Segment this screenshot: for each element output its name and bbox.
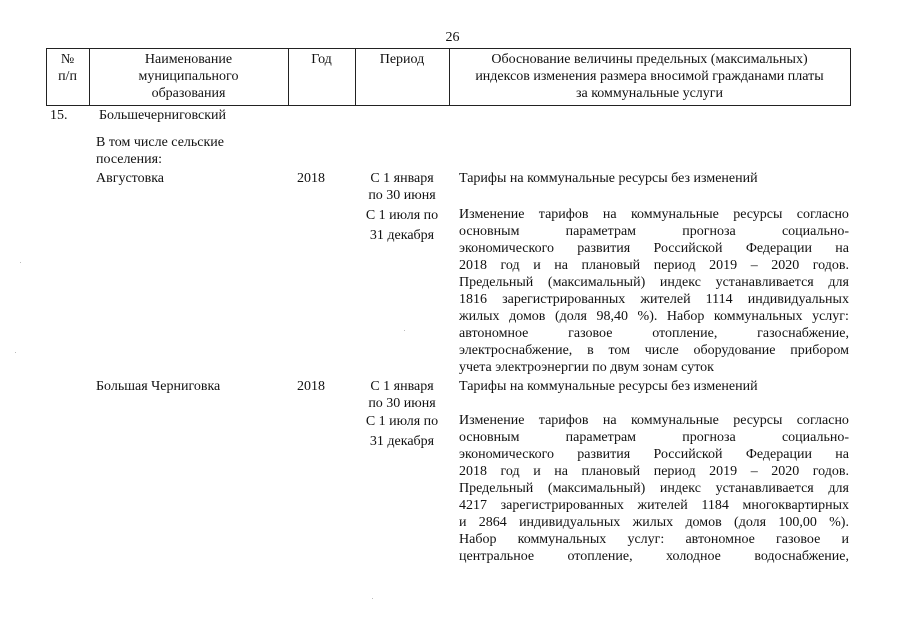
- basis-word: –: [750, 464, 758, 479]
- basis-change-paragraph: [459, 412, 849, 565]
- basis-line: [459, 514, 849, 531]
- basis-word: холодное: [666, 549, 721, 564]
- period-first-half-line2: по 30 июня: [368, 188, 436, 203]
- basis-word: на: [554, 258, 568, 273]
- settlement-name: Августовка: [96, 171, 165, 186]
- basis-word: многоквартирных: [742, 498, 849, 513]
- basis-word: коммунальных: [713, 309, 803, 324]
- header-municipality-line2: муниципального: [138, 69, 239, 84]
- basis-word: на: [602, 413, 617, 428]
- basis-line: [459, 548, 849, 565]
- basis-word: оборудование: [693, 343, 776, 358]
- basis-word: для: [828, 275, 849, 290]
- basis-word: индивидуальных: [747, 292, 849, 307]
- period-second-half: [355, 206, 449, 246]
- header-basis-line1: Обоснование величины предельных (максимальных): [491, 52, 808, 67]
- basis-word: %).: [829, 515, 849, 530]
- basis-word: и: [533, 258, 541, 273]
- basis-word: (максимальный): [547, 481, 646, 496]
- basis-word: услуг:: [812, 309, 849, 324]
- basis-word: отопление,: [652, 326, 718, 341]
- scan-speck: [20, 262, 21, 263]
- basis-word: социально-: [781, 430, 849, 445]
- period-second-half: [355, 412, 449, 452]
- basis-word: Набор: [459, 532, 497, 547]
- basis-word: в: [587, 343, 594, 358]
- row-number: 15.: [50, 108, 68, 123]
- basis-line: [459, 531, 849, 548]
- subheading-line2: поселения:: [96, 152, 162, 167]
- basis-word: жилых: [632, 515, 674, 530]
- basis-word: тарифов: [538, 207, 589, 222]
- basis-word: основным: [459, 224, 520, 239]
- basis-word: годов.: [812, 258, 849, 273]
- basis-word: экономического: [459, 447, 554, 462]
- basis-word: 1816: [459, 292, 487, 307]
- basis-word: параметрам: [565, 430, 637, 445]
- basis-word: (доля: [554, 309, 587, 324]
- basis-word: домов: [509, 309, 546, 324]
- basis-word: период: [653, 258, 696, 273]
- period-first-half: [355, 170, 449, 204]
- period-first-half: [355, 378, 449, 412]
- basis-line-text: учета электроэнергии по двум зонам суток: [459, 360, 714, 375]
- basis-line: [459, 446, 849, 463]
- basis-word: 1114: [705, 292, 733, 307]
- basis-word: 1184: [701, 498, 729, 513]
- basis-word: устанавливается: [715, 481, 814, 496]
- basis-line: [459, 240, 849, 257]
- basis-word: газовое: [568, 326, 613, 341]
- basis-line: [459, 325, 849, 342]
- basis-word: на: [835, 241, 849, 256]
- basis-word: газовое: [776, 532, 821, 547]
- basis-word: развития: [577, 447, 631, 462]
- basis-word: жилых: [459, 309, 500, 324]
- basis-word: согласно: [796, 413, 849, 428]
- basis-line: [459, 497, 849, 514]
- basis-word: период: [653, 464, 696, 479]
- basis-no-change: Тарифы на коммунальные ресурсы без изменений: [459, 171, 758, 186]
- basis-word: жителей: [640, 292, 691, 307]
- basis-word: и: [533, 464, 541, 479]
- basis-word: том: [608, 343, 630, 358]
- basis-word: прогноза: [682, 430, 736, 445]
- basis-word: плановый: [581, 258, 641, 273]
- basis-no-change: Тарифы на коммунальные ресурсы без изменений: [459, 379, 758, 394]
- basis-word: Федерации: [745, 241, 812, 256]
- basis-word: зарегистрированных: [500, 498, 624, 513]
- basis-word: 4217: [459, 498, 487, 513]
- basis-word: социально-: [781, 224, 849, 239]
- subheading: [96, 134, 224, 168]
- basis-word: коммунальных: [517, 532, 607, 547]
- basis-line: [459, 257, 849, 274]
- basis-line: [459, 291, 849, 308]
- header-basis: [449, 51, 850, 102]
- basis-word: автономное: [685, 532, 755, 547]
- basis-word: год: [500, 258, 520, 273]
- basis-word: параметрам: [565, 224, 637, 239]
- basis-word: Набор: [666, 309, 705, 324]
- header-number-line2: п/п: [58, 69, 77, 84]
- basis-word: 2019: [709, 464, 738, 479]
- basis-word: услуг:: [627, 532, 665, 547]
- basis-word: индекс: [659, 275, 701, 290]
- header-basis-line3: за коммунальные услуги: [575, 86, 724, 101]
- basis-word: на: [554, 464, 568, 479]
- basis-word: прогноза: [682, 224, 736, 239]
- basis-word: Федерации: [745, 447, 812, 462]
- basis-word: Российской: [653, 241, 723, 256]
- basis-line: [459, 308, 849, 325]
- basis-word: (максимальный): [547, 275, 646, 290]
- basis-line: [459, 274, 849, 291]
- basis-word: основным: [459, 430, 520, 445]
- basis-word: коммунальные: [630, 413, 719, 428]
- basis-word: %).: [637, 309, 658, 324]
- header-border-right: [850, 48, 851, 106]
- header-number-line1: №: [60, 52, 75, 67]
- basis-word: год: [500, 464, 520, 479]
- period-second-half-line2: 31 декабря: [369, 434, 435, 449]
- basis-word: газоснабжение,: [757, 326, 849, 341]
- basis-word: 2020: [771, 464, 800, 479]
- settlement-name: Большая Черниговка: [96, 379, 221, 394]
- basis-word: коммунальные: [630, 207, 719, 222]
- basis-word: прибором: [790, 343, 849, 358]
- basis-word: отопление,: [567, 549, 633, 564]
- basis-word: экономического: [459, 241, 554, 256]
- basis-word: Изменение: [459, 207, 525, 222]
- basis-word: 2019: [709, 258, 738, 273]
- period-second-half-line1: С 1 июля по: [365, 414, 439, 429]
- header-year: Год: [311, 52, 332, 67]
- basis-line: [459, 206, 849, 223]
- basis-word: 100,00: [778, 515, 817, 530]
- basis-word: водоснабжение,: [754, 549, 849, 564]
- basis-word: ресурсы: [733, 207, 783, 222]
- header-number: [46, 51, 89, 85]
- basis-word: жителей: [637, 498, 688, 513]
- scan-speck: [15, 352, 16, 353]
- basis-word: Предельный: [459, 275, 534, 290]
- scan-speck: [404, 330, 405, 331]
- basis-line: [459, 223, 849, 240]
- period-first-half-line1: С 1 января: [370, 171, 434, 186]
- basis-line: [459, 480, 849, 497]
- period-first-half-line1: С 1 января: [370, 379, 434, 394]
- basis-word: устанавливается: [715, 275, 814, 290]
- basis-word: Предельный: [459, 481, 534, 496]
- header-municipality-line1: Наименование: [144, 52, 233, 67]
- basis-word: 2864: [478, 515, 507, 530]
- scan-speck: [372, 598, 373, 599]
- basis-word: развития: [577, 241, 631, 256]
- settlement-year: 2018: [297, 171, 325, 186]
- period-second-half-line1: С 1 июля по: [365, 208, 439, 223]
- basis-word: 2018: [459, 464, 487, 479]
- header-basis-line2: индексов изменения размера вносимой гражданами платы: [475, 69, 824, 84]
- basis-word: Изменение: [459, 413, 525, 428]
- basis-word: зарегистрированных: [502, 292, 626, 307]
- basis-word: и: [841, 532, 849, 547]
- header-municipality-line3: образования: [151, 86, 226, 101]
- basis-word: для: [828, 481, 849, 496]
- basis-word: электроснабжение,: [459, 343, 573, 358]
- basis-word: согласно: [796, 207, 849, 222]
- period-second-half-line2: 31 декабря: [369, 228, 435, 243]
- basis-word: ресурсы: [733, 413, 783, 428]
- basis-word: индивидуальных: [519, 515, 621, 530]
- basis-word: (доля: [734, 515, 767, 530]
- settlement-year: 2018: [297, 379, 325, 394]
- basis-word: 2018: [459, 258, 487, 273]
- district-name: Большечерниговский: [99, 108, 227, 123]
- basis-word: –: [750, 258, 758, 273]
- basis-line: [459, 342, 849, 359]
- basis-line: [459, 429, 849, 446]
- basis-word: годов.: [812, 464, 849, 479]
- basis-word: числе: [644, 343, 679, 358]
- basis-word: 2020: [771, 258, 800, 273]
- basis-line: [459, 359, 849, 376]
- basis-word: индекс: [659, 481, 701, 496]
- basis-line: [459, 463, 849, 480]
- basis-change-paragraph: [459, 206, 849, 376]
- basis-word: домов: [685, 515, 722, 530]
- period-first-half-line2: по 30 июня: [368, 396, 436, 411]
- basis-word: 98,40: [596, 309, 629, 324]
- basis-word: автономное: [459, 326, 529, 341]
- basis-word: и: [459, 515, 467, 530]
- basis-word: центральное: [459, 549, 535, 564]
- basis-line: [459, 412, 849, 429]
- basis-word: Российской: [653, 447, 723, 462]
- subheading-line1: В том числе сельские: [96, 135, 225, 150]
- page-number: 26: [445, 30, 460, 45]
- basis-word: на: [602, 207, 617, 222]
- header-period: Период: [379, 52, 425, 67]
- basis-word: плановый: [581, 464, 641, 479]
- basis-word: на: [835, 447, 849, 462]
- header-municipality: [89, 51, 288, 102]
- basis-word: тарифов: [538, 413, 589, 428]
